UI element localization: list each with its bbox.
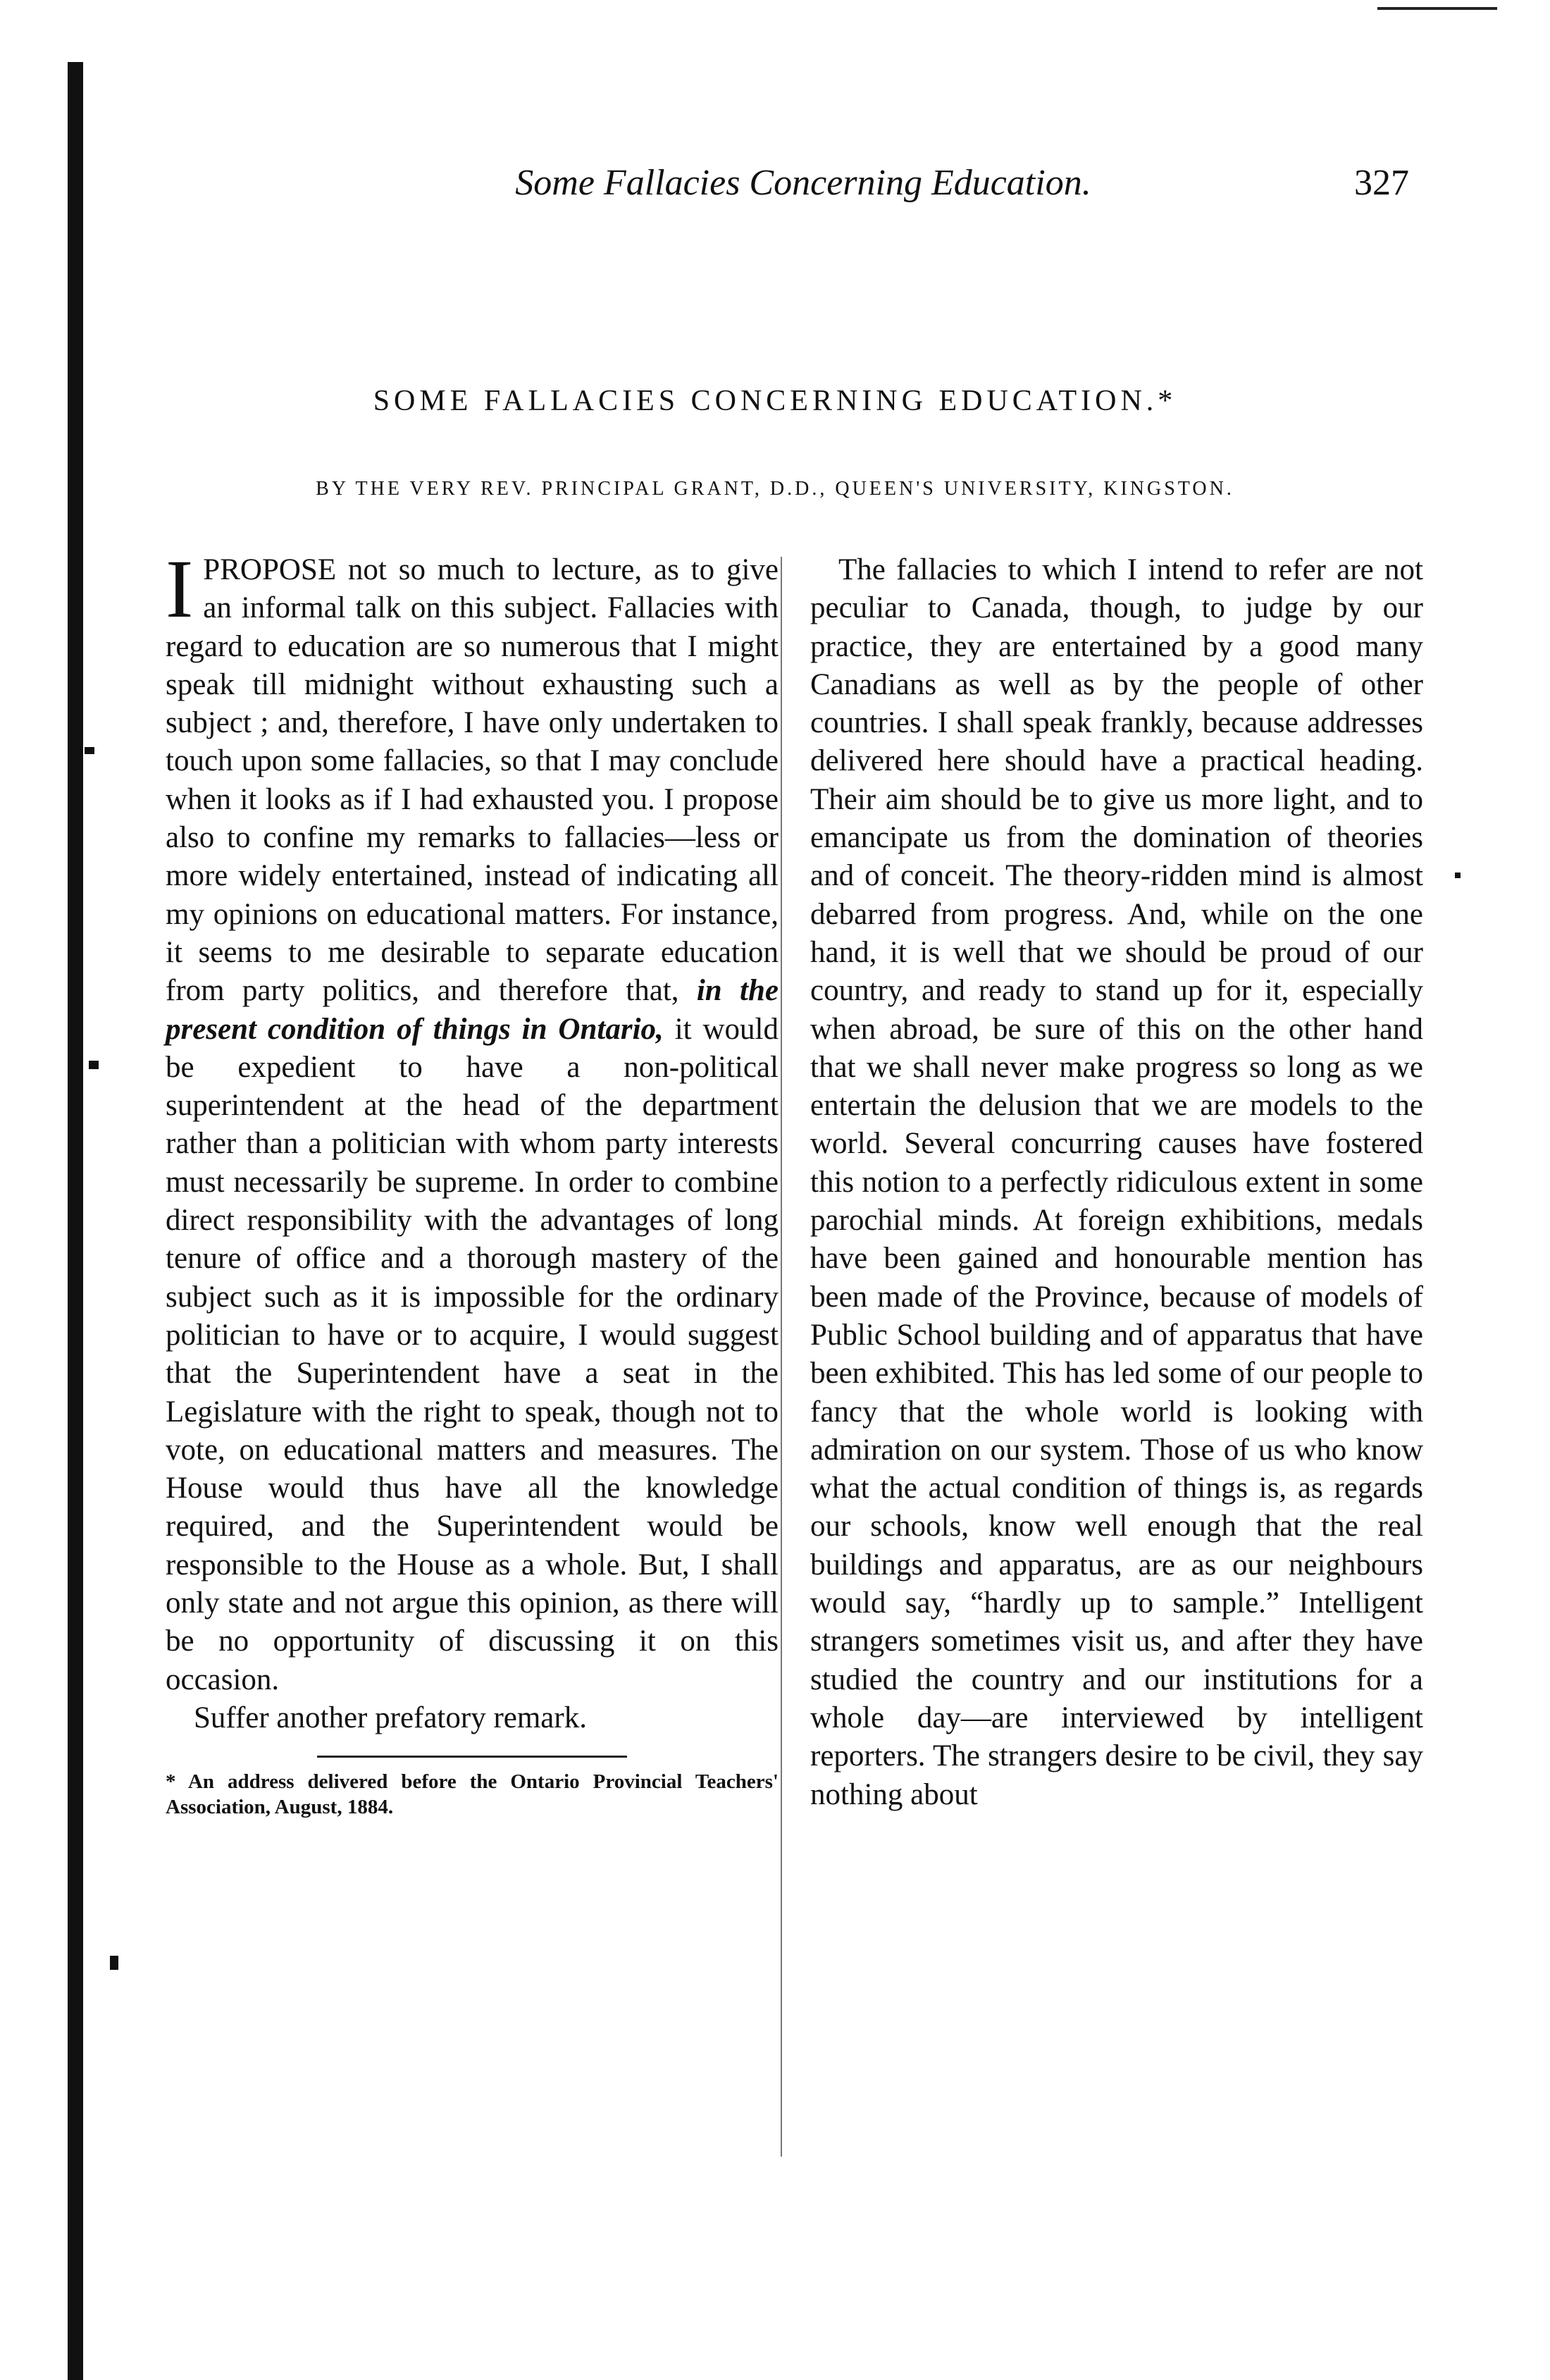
right-column [810,551,1423,1814]
footnote: * An address delivered before the Ontario Provincial Teachers' Association, August, 1884. [166,1770,779,1819]
scan-mark [89,1061,99,1069]
page-number: 327 [1354,163,1409,203]
column-divider [781,557,782,2157]
page-binding-shadow [68,62,83,2380]
paragraph-text: it would be expedient to have a non-political superintendent at the head of the department rather than a politician with whom party interests must necessarily be supreme. In order to combine direct responsibility with the advantages of long tenure of office and a thorough mastery of the subject such as it is impossible for the ordinary politician to have or to acquire, I would suggest that the Superintendent have a seat in the Legislature with the right to speak, though not to vote, on educational matters and measures. The House would thus have all the knowledge required, and the Superintendent would be responsible to the House as a whole. But, I shall only state and not argue this opinion, as there will be no opportunity of discussing it on this occasion. [166,1012,779,1696]
opening-paragraph [166,543,779,1699]
drop-cap: I [166,543,194,635]
italic-phrase: in the present condition of things in Ontario, [166,974,779,1046]
closing-paragraph: Suffer another prefatory remark. [194,1701,587,1734]
scan-mark [1455,873,1461,878]
right-paragraph: The fallacies to which I intend to refer are not peculiar to Canada, though, to judge by our practice, they are entertained by a good many Canadians as well as by the people of other countries. I shall speak frankly, because addresses delivered here should have a practical heading. Their aim should be to give us more light, and to emancipate us from the domination of theories and of conceit. The theory-ridden mind is almost debarred from progress. And, while on the one hand, it is well that we should be proud of our country, and ready to stand up for it, especially when abroad, be sure of this on the other hand that we shall never make progress so long as we entertain the delusion that we are models to the world. Several concurring causes have fostered this notion to a perfectly ridiculous extent in some parochial minds. At foreign exhibitions, medals have been gained and honourable mention has been made of the Province, because of models of Public School building and of apparatus that have been exhibited. This has led some of our people to fancy that the whole world is looking with admiration on our system. Those of us who know what the actual condition of things is, as regards our schools, know well enough that the real buildings and apparatus, are as our neighbours would say, “hardly up to sample.” Intelligent strangers sometimes visit us, and after they have studied the country and our institutions for a whole day—are interviewed by intelligent reporters. The strangers desire to be civil, they say nothing about [810,553,1423,1811]
scan-mark [85,747,94,754]
footnote-rule [317,1756,627,1758]
left-column [166,543,779,1820]
byline: BY THE VERY REV. PRINCIPAL GRANT, D.D., QUEEN'S UNIVERSITY, KINGSTON. [316,478,1234,500]
top-edge-rule [1377,7,1497,10]
paragraph-text: PROPOSE not so much to lecture, as to give an informal talk on this subject. Fallacies with regard to education are so numerous that I might speak till midnight without exhausting such a subject ; and, therefore, I have only undertaken to touch upon some fallacies, so that I may conclude when it looks as if I had exhausted you. I propose also to confine my remarks to fallacies—less or more widely entertained, instead of indicating all my opinions on educational matters. For instance, it seems to me desirable to separate education from party politics, and therefore that, [166,553,779,1008]
running-head [141,162,1423,218]
running-title: Some Fallacies Concerning Education. [515,163,1091,203]
scan-mark [110,1956,118,1970]
article-title: SOME FALLACIES CONCERNING EDUCATION.* [373,385,1177,417]
